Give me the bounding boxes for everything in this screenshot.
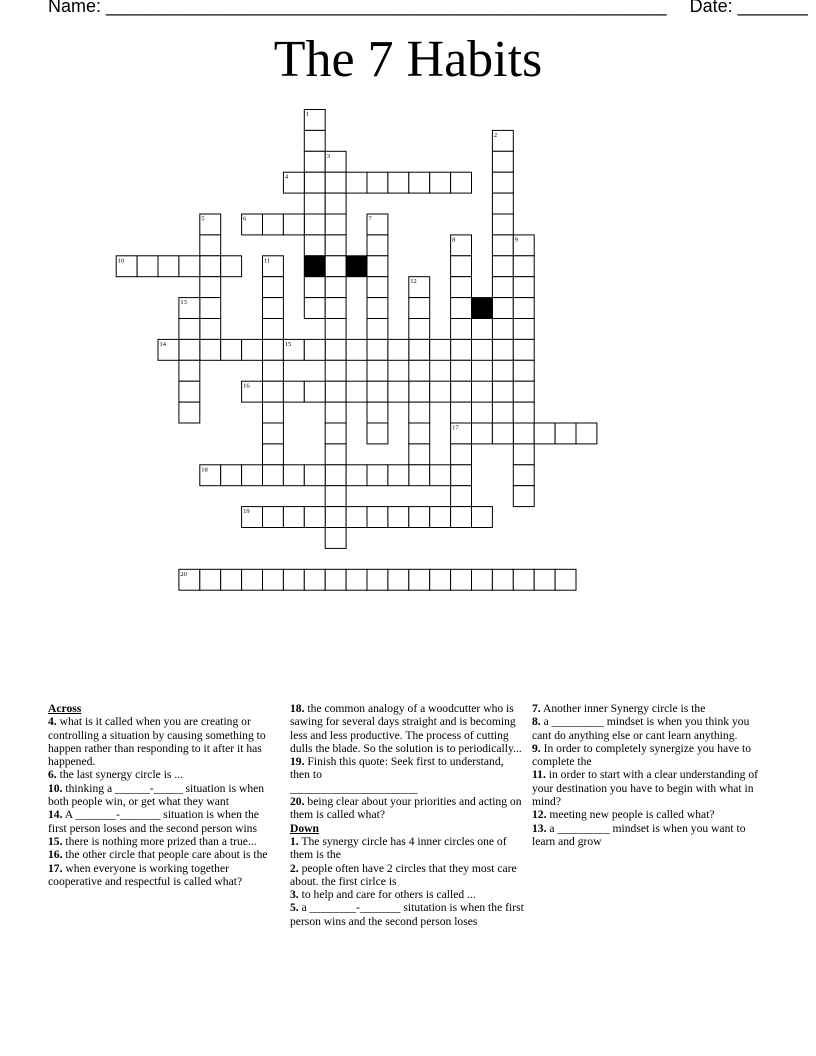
- grid-cell[interactable]: [200, 256, 221, 277]
- grid-cell[interactable]: [513, 319, 534, 340]
- clue-text: when everyone is working together cooperative and respectful is called what?: [48, 861, 243, 888]
- grid-cell[interactable]: [367, 360, 388, 381]
- cell-number: 5: [201, 215, 205, 223]
- clue-text: A _______-_______ situation is when the first person loses and the second person wins: [48, 808, 259, 835]
- grid-cell[interactable]: [283, 569, 304, 590]
- grid-cell[interactable]: [304, 235, 325, 256]
- clue-across-14: [48, 808, 276, 835]
- grid-cell[interactable]: [492, 298, 513, 319]
- puzzle-title: The 7 Habits: [273, 31, 543, 88]
- grid-cell[interactable]: [263, 298, 284, 319]
- grid-cell[interactable]: [179, 381, 200, 402]
- grid-cell[interactable]: [221, 569, 242, 590]
- clue-across-20: [290, 795, 526, 822]
- clue-number: 11.: [532, 768, 546, 782]
- clue-down-12: [532, 808, 770, 821]
- grid-cell[interactable]: [283, 214, 304, 235]
- clues-column-2: [290, 702, 526, 928]
- clue-text: In order to completely synergize you have to complete the: [532, 741, 752, 769]
- cell-number: 4: [284, 173, 289, 181]
- cell-number: 14: [159, 340, 166, 348]
- clue-number: 3.: [290, 888, 299, 902]
- grid-cell[interactable]: [263, 277, 284, 298]
- clue-number: 16.: [48, 848, 63, 862]
- grid-cell[interactable]: [430, 569, 451, 590]
- grid-cell[interactable]: [534, 423, 555, 444]
- clue-across-19-blank: [290, 782, 526, 795]
- grid-cell[interactable]: [409, 298, 430, 319]
- grid-cell[interactable]: [367, 256, 388, 277]
- grid-cell[interactable]: [325, 423, 346, 444]
- grid-cell[interactable]: [304, 465, 325, 486]
- grid-cell[interactable]: [179, 360, 200, 381]
- grid-cell[interactable]: [325, 172, 346, 193]
- cell-number: 11: [264, 257, 271, 265]
- clue-number: 2.: [290, 861, 299, 875]
- clue-text: a _________ mindset is when you want to learn and grow: [532, 821, 746, 848]
- clue-across-16: [48, 848, 276, 861]
- clue-number: 9.: [532, 741, 541, 755]
- grid-cell[interactable]: [179, 402, 200, 423]
- grid-cell[interactable]: [200, 319, 221, 340]
- grid-cell[interactable]: [492, 277, 513, 298]
- grid-cell[interactable]: [513, 256, 534, 277]
- grid-cell[interactable]: [367, 277, 388, 298]
- grid-cell[interactable]: [325, 360, 346, 381]
- grid-cell[interactable]: [367, 319, 388, 340]
- clue-across-19: [290, 755, 526, 782]
- grid-cell[interactable]: [367, 172, 388, 193]
- black-cell: [472, 298, 493, 319]
- grid-cell[interactable]: [555, 569, 576, 590]
- grid-cell[interactable]: [367, 381, 388, 402]
- grid-cell[interactable]: [513, 569, 534, 590]
- clue-text: to help and care for others is called ...: [301, 888, 476, 902]
- grid-cell[interactable]: [451, 444, 472, 465]
- grid-cell[interactable]: [492, 402, 513, 423]
- grid-cell[interactable]: [200, 298, 221, 319]
- grid-cell[interactable]: [325, 486, 346, 507]
- clues-column-1: [48, 702, 276, 888]
- cell-number: 17: [452, 424, 459, 432]
- clue-number: 10.: [48, 781, 63, 795]
- grid-cell[interactable]: [451, 381, 472, 402]
- grid-cell[interactable]: [179, 339, 200, 360]
- cell-number: 2: [493, 131, 498, 139]
- grid-cell[interactable]: [346, 381, 367, 402]
- grid-cell[interactable]: [472, 381, 493, 402]
- grid-cell[interactable]: [576, 423, 597, 444]
- cell-number: 12: [410, 278, 417, 286]
- cell-number: 7: [368, 215, 372, 223]
- grid-cell[interactable]: [472, 423, 493, 444]
- answer-blank: ______________________: [290, 781, 418, 795]
- clue-text: a ________-_______ situtation is when the first person wins and the second person loses: [290, 901, 524, 928]
- cell-number: 15: [284, 340, 292, 348]
- grid-cell[interactable]: [263, 339, 284, 360]
- grid-cell[interactable]: [137, 256, 158, 277]
- grid-cell[interactable]: [367, 507, 388, 528]
- grid-cell[interactable]: [492, 151, 513, 172]
- grid-cell[interactable]: [513, 444, 534, 465]
- clue-number: 7.: [532, 702, 541, 715]
- clue-text: what is it called when you are creating or controlling a situation by causing something to happen rather than responding to it after it has happened.: [48, 715, 266, 769]
- grid-cell[interactable]: [263, 423, 284, 444]
- grid-cell[interactable]: [513, 277, 534, 298]
- grid-cell[interactable]: [263, 360, 284, 381]
- grid-cell[interactable]: [179, 319, 200, 340]
- clue-text: The synergy circle has 4 inner circles one of them is the: [290, 834, 507, 862]
- grid-cell[interactable]: [367, 298, 388, 319]
- grid-cell[interactable]: [304, 277, 325, 298]
- grid-cell[interactable]: [513, 339, 534, 360]
- clue-text: the last synergy circle is ...: [59, 768, 184, 782]
- name-field-label[interactable]: Name: ________________________________________________________: [48, 0, 667, 16]
- clue-down-8: [532, 715, 770, 742]
- grid-cell[interactable]: [513, 465, 534, 486]
- grid-cell[interactable]: [263, 569, 284, 590]
- grid-cell[interactable]: [304, 130, 325, 151]
- grid-cell[interactable]: [325, 298, 346, 319]
- across-heading: Across: [48, 702, 82, 715]
- grid-cell[interactable]: [263, 214, 284, 235]
- grid-cell[interactable]: [388, 339, 409, 360]
- grid-cell[interactable]: [325, 214, 346, 235]
- grid-cell[interactable]: [451, 486, 472, 507]
- grid-cell[interactable]: [304, 193, 325, 214]
- grid-cell[interactable]: [325, 339, 346, 360]
- clue-text: being clear about your priorities and acting on them is called what?: [290, 795, 522, 822]
- grid-cell[interactable]: [221, 339, 242, 360]
- grid-cell[interactable]: [492, 569, 513, 590]
- grid-cell[interactable]: [179, 256, 200, 277]
- grid-cell[interactable]: [409, 465, 430, 486]
- grid-cell[interactable]: [325, 256, 346, 277]
- clue-across-6: [48, 768, 276, 781]
- grid-cell[interactable]: [325, 465, 346, 486]
- clue-across-17: [48, 862, 276, 889]
- grid-cell[interactable]: [492, 214, 513, 235]
- grid-cell[interactable]: [409, 172, 430, 193]
- grid-cell[interactable]: [325, 507, 346, 528]
- grid-cell[interactable]: [388, 569, 409, 590]
- grid-cell[interactable]: [263, 319, 284, 340]
- date-field-label[interactable]: Date: _______: [689, 0, 808, 16]
- grid-cell[interactable]: [325, 528, 346, 549]
- cell-number: 18: [201, 466, 208, 474]
- grid-cell[interactable]: [492, 381, 513, 402]
- grid-cell[interactable]: [513, 486, 534, 507]
- grid-cell[interactable]: [409, 339, 430, 360]
- grid-cell[interactable]: [304, 381, 325, 402]
- grid-cell[interactable]: [367, 465, 388, 486]
- clue-across-18: [290, 702, 526, 755]
- clue-down-11: [532, 768, 770, 808]
- grid-cell[interactable]: [451, 172, 472, 193]
- clue-down-5: [290, 901, 526, 928]
- grid-cell[interactable]: [304, 339, 325, 360]
- clue-text: people often have 2 circles that they most care about. the first cirlce is: [290, 861, 517, 888]
- clue-number: 14.: [48, 808, 63, 822]
- grid-cell[interactable]: [472, 507, 493, 528]
- grid-cell[interactable]: [325, 193, 346, 214]
- grid-cell[interactable]: [555, 423, 576, 444]
- cell-number: 10: [117, 257, 125, 265]
- clue-down-13: [532, 822, 770, 849]
- clue-down-1: [290, 835, 526, 862]
- clue-down-3: [290, 888, 526, 901]
- cell-number: 13: [180, 299, 187, 307]
- clue-number: 1.: [290, 834, 299, 848]
- grid-cell[interactable]: [304, 507, 325, 528]
- clue-number: 13.: [532, 821, 547, 835]
- grid-cell[interactable]: [388, 465, 409, 486]
- grid-cell[interactable]: [409, 444, 430, 465]
- grid-cell[interactable]: [388, 381, 409, 402]
- clue-number: 15.: [48, 834, 63, 848]
- grid-cell[interactable]: [430, 381, 451, 402]
- clue-text: in order to start with a clear understanding of your destination you have to begin with what in mind?: [532, 768, 759, 809]
- grid-cell[interactable]: [325, 319, 346, 340]
- grid-cell[interactable]: [263, 465, 284, 486]
- clue-number: 8.: [532, 715, 541, 729]
- clue-text: thinking a ______-_____ situation is when both people win, or get what they want: [48, 781, 265, 809]
- clue-down-7: [532, 702, 770, 715]
- clue-number: 6.: [48, 768, 57, 782]
- grid-cell[interactable]: [409, 569, 430, 590]
- grid-cell[interactable]: [367, 402, 388, 423]
- clue-number: 18.: [290, 702, 305, 715]
- clue-text: there is nothing more prized than a true...: [65, 834, 257, 848]
- grid-cell[interactable]: [513, 360, 534, 381]
- grid-cell[interactable]: [451, 507, 472, 528]
- grid-cell[interactable]: [304, 172, 325, 193]
- grid-cell[interactable]: [451, 298, 472, 319]
- grid-cell[interactable]: [346, 339, 367, 360]
- grid-cell[interactable]: [492, 235, 513, 256]
- cell-number: 8: [452, 236, 456, 244]
- clue-number: 4.: [48, 715, 57, 729]
- grid-cell[interactable]: [409, 381, 430, 402]
- grid-cell[interactable]: [221, 256, 242, 277]
- grid-cell[interactable]: [451, 569, 472, 590]
- clue-text: the common analogy of a woodcutter who is sawing for several days straight and is becoming less and less productive. The process of cutting dulls the blade. So the solution is to periodically...: [290, 702, 522, 755]
- grid-cell[interactable]: [472, 339, 493, 360]
- clues-column-3: [532, 702, 770, 848]
- grid-cell[interactable]: [409, 423, 430, 444]
- clue-down-2: [290, 862, 526, 889]
- grid-cell[interactable]: [388, 507, 409, 528]
- grid-cell[interactable]: [513, 381, 534, 402]
- grid-cell[interactable]: [200, 277, 221, 298]
- grid-cell[interactable]: [388, 172, 409, 193]
- grid-cell[interactable]: [451, 339, 472, 360]
- grid-cell[interactable]: [283, 381, 304, 402]
- clue-text: meeting new people is called what?: [549, 808, 715, 822]
- cell-number: 3: [326, 152, 330, 160]
- grid-cell[interactable]: [430, 339, 451, 360]
- grid-cell[interactable]: [263, 402, 284, 423]
- clue-text: the other circle that people care about is the: [65, 848, 268, 862]
- grid-cell[interactable]: [325, 381, 346, 402]
- grid-cell[interactable]: [492, 319, 513, 340]
- grid-cell[interactable]: [325, 235, 346, 256]
- grid-cell[interactable]: [409, 360, 430, 381]
- clue-number: 20.: [290, 795, 305, 809]
- grid-cell[interactable]: [304, 214, 325, 235]
- grid-cell[interactable]: [242, 569, 263, 590]
- grid-cell[interactable]: [534, 569, 555, 590]
- grid-cell[interactable]: [367, 235, 388, 256]
- grid-cell[interactable]: [409, 402, 430, 423]
- grid-cell[interactable]: [200, 235, 221, 256]
- grid-cell[interactable]: [263, 507, 284, 528]
- grid-cell[interactable]: [304, 298, 325, 319]
- clue-across-15: [48, 835, 276, 848]
- grid-cell[interactable]: [325, 569, 346, 590]
- grid-cell[interactable]: [409, 507, 430, 528]
- down-heading: Down: [290, 821, 319, 835]
- cell-number: 19: [243, 508, 250, 516]
- grid-cell[interactable]: [430, 172, 451, 193]
- cell-number: 16: [243, 382, 250, 390]
- cell-number: 9: [514, 236, 519, 244]
- grid-cell[interactable]: [492, 172, 513, 193]
- clue-number: 12.: [532, 808, 547, 822]
- grid-cell[interactable]: [367, 339, 388, 360]
- grid-cell[interactable]: [472, 569, 493, 590]
- grid-cell[interactable]: [367, 423, 388, 444]
- grid-cell[interactable]: [346, 569, 367, 590]
- grid-cell[interactable]: [346, 172, 367, 193]
- clue-across-4: [48, 715, 276, 768]
- clue-text: Another inner Synergy circle is the: [542, 702, 706, 715]
- cell-number: 6: [243, 215, 247, 223]
- grid-cell[interactable]: [346, 507, 367, 528]
- clue-text: Finish this quote: Seek first to understand, then to: [290, 755, 504, 782]
- grid-cell[interactable]: [513, 423, 534, 444]
- grid-cell[interactable]: [430, 465, 451, 486]
- grid-cell[interactable]: [492, 339, 513, 360]
- grid-cell[interactable]: [492, 256, 513, 277]
- clue-number: 5.: [290, 901, 299, 915]
- grid-cell[interactable]: [242, 465, 263, 486]
- grid-cell[interactable]: [492, 193, 513, 214]
- clue-number: 19.: [290, 755, 305, 769]
- cell-number: 20: [180, 570, 187, 578]
- grid-cell[interactable]: [451, 360, 472, 381]
- grid-cell[interactable]: [263, 444, 284, 465]
- grid-cell[interactable]: [158, 256, 179, 277]
- grid-cell[interactable]: [304, 569, 325, 590]
- grid-cell[interactable]: [430, 507, 451, 528]
- black-cell: [304, 256, 325, 277]
- grid-cell[interactable]: [492, 423, 513, 444]
- clue-down-9: [532, 742, 770, 769]
- cell-number: 1: [305, 111, 310, 118]
- grid-cell[interactable]: [221, 465, 242, 486]
- clue-across-10: [48, 782, 276, 809]
- grid-cell[interactable]: [367, 569, 388, 590]
- clue-text: a _________ mindset is when you think you cant do anything else or cant learn anything.: [532, 715, 750, 742]
- grid-cell[interactable]: [325, 444, 346, 465]
- grid-cell[interactable]: [304, 151, 325, 172]
- grid-cell[interactable]: [451, 256, 472, 277]
- grid-cell[interactable]: [492, 360, 513, 381]
- grid-cell[interactable]: [242, 339, 263, 360]
- grid-cell[interactable]: [263, 381, 284, 402]
- grid-cell[interactable]: [200, 339, 221, 360]
- grid-cell[interactable]: [451, 319, 472, 340]
- grid-cell[interactable]: [325, 277, 346, 298]
- grid-cell[interactable]: [451, 402, 472, 423]
- grid-cell[interactable]: [346, 465, 367, 486]
- grid-cell[interactable]: [409, 319, 430, 340]
- grid-cell[interactable]: [283, 465, 304, 486]
- grid-cell[interactable]: [200, 569, 221, 590]
- grid-cell[interactable]: [325, 402, 346, 423]
- grid-cell[interactable]: [451, 465, 472, 486]
- grid-cell[interactable]: [451, 277, 472, 298]
- clue-number: 17.: [48, 861, 63, 875]
- black-cell: [346, 256, 367, 277]
- grid-cell[interactable]: [283, 507, 304, 528]
- grid-cell[interactable]: [513, 402, 534, 423]
- grid-cell[interactable]: [513, 298, 534, 319]
